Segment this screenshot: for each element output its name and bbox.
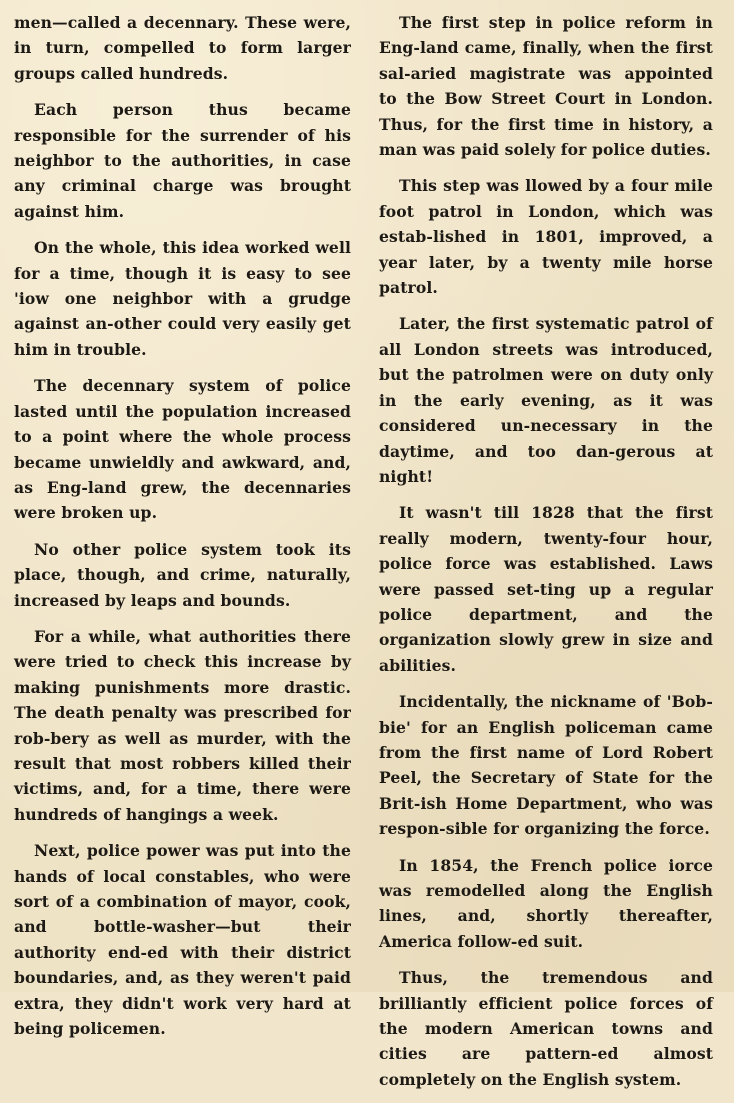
paragraph: This step was llowed by a four mile foot patrol in London, which was estab-lished in 1801, improved, a year later, by a twenty mile horse patrol. bbox=[379, 176, 713, 298]
paragraph: The decennary system of police lasted until the population increased to a point where the whole process became unwieldly and awkward, and, as Eng-land grew, the decennaries were broken up. bbox=[14, 376, 351, 523]
paragraph: Next, police power was put into the hands of local constables, who were sort of a combination of mayor, cook, and bottle-washer—but their authority end-ed with their district boundaries, and, as they weren't paid extra, they didn't work very hard at being policemen. bbox=[14, 841, 351, 1039]
paragraph: Each person thus became responsible for the surrender of his neighbor to the authorities, in case any criminal charge was brought against him. bbox=[14, 100, 351, 221]
left-column bbox=[14, 10, 351, 1052]
paragraph: For a while, what authorities there were tried to check this increase by making punishments more drastic. The death penalty was prescribed for rob-bery as well as murder, with the result that most robbers killed their victims, and, for a time, there were hundreds of hangings a week. bbox=[14, 626, 351, 824]
paragraph: Later, the first systematic patrol of all London streets was introduced, but the patrolmen were on duty only in the early evening, as it was considered un-necessary in the daytime, and too dan-gerous at night! bbox=[379, 314, 713, 486]
right-column bbox=[379, 10, 713, 1103]
paragraph: It wasn't till 1828 that the first really modern, twenty-four hour, police force was established. Laws were passed set-ting up a regular police department, and the organization slowly grew in size and abilities. bbox=[379, 503, 713, 675]
paragraph: men—called a decennary. These were, in turn, compelled to form larger groups called hundreds. bbox=[14, 13, 351, 83]
paragraph: The first step in police reform in Eng-land came, finally, when the first sal-aried magistrate was appointed to the Bow Street Court in London. Thus, for the first time in history, a man was paid solely for police duties. bbox=[379, 13, 713, 160]
paragraph: Incidentally, the nickname of 'Bob-bie' for an English policeman came from the first name of Lord Robert Peel, the Secretary of State for the Brit-ish Home Department, who was respon-sible for organizing the force. bbox=[379, 692, 713, 839]
paragraph: Thus, the tremendous and brilliantly efficient police forces of the modern American towns and cities are pattern-ed almost completely on the English system. bbox=[379, 968, 713, 1089]
paragraph: On the whole, this idea worked well for a time, though it is easy to see 'iow one neighbor with a grudge against an-other could very easily get him in trouble. bbox=[14, 238, 351, 359]
paragraph: In 1854, the French police iorce was remodelled along the English lines, and, shortly thereafter, America follow-ed suit. bbox=[379, 855, 713, 951]
paragraph: No other police system took its place, though, and crime, naturally, increased by leaps and bounds. bbox=[14, 539, 351, 610]
